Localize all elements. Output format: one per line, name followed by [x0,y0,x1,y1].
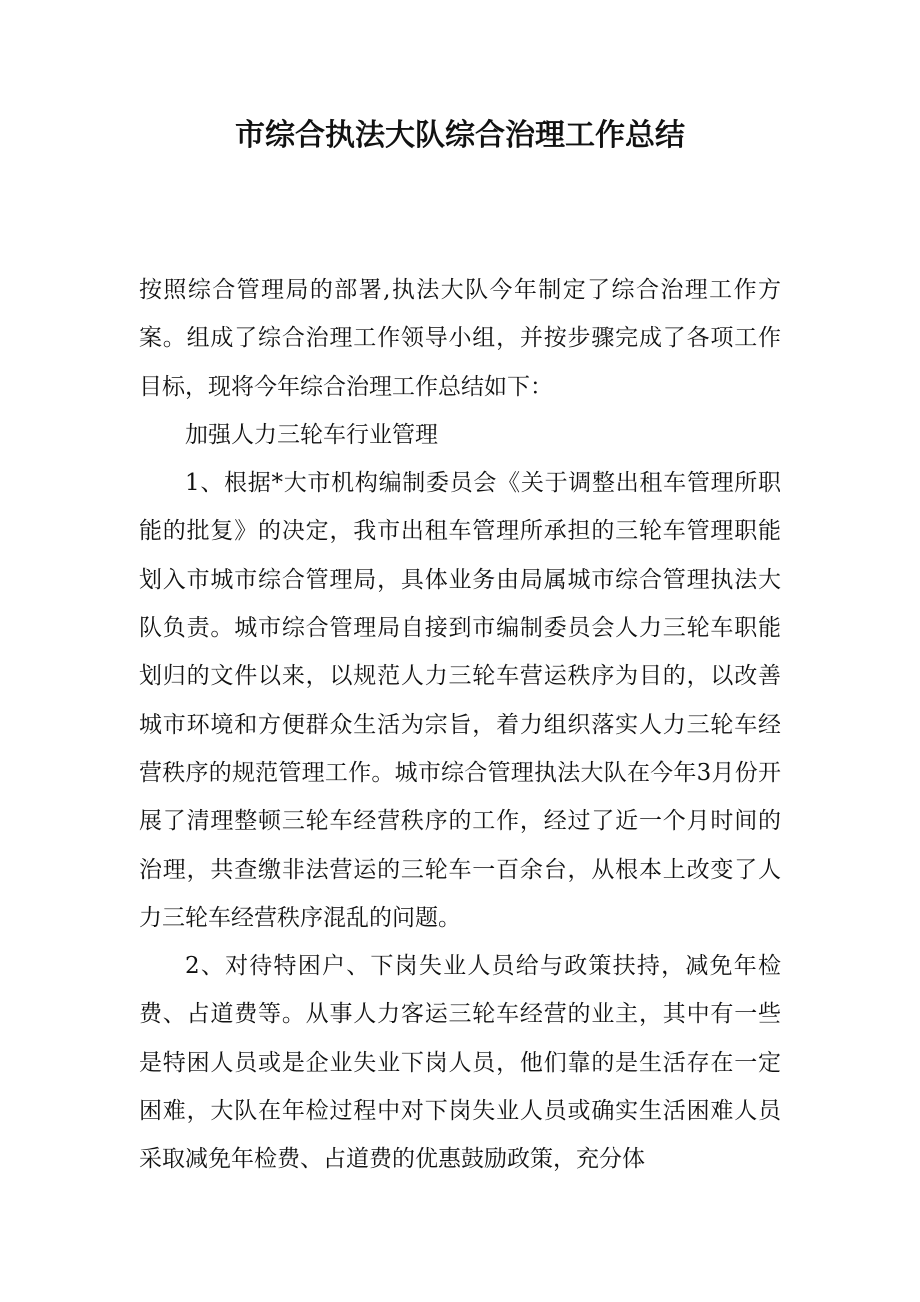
document-body [139,266,781,1184]
document-title: 市综合执法大队综合治理工作总结 [235,118,685,153]
body-paragraph-2: 2、对待特困户、下岗失业人员给与政策扶持，减免年检费、占道费等。从事人力客运三轮车经营的业主，其中有一些是特困人员或是企业失业下岗人员，他们靠的是生活存在一定困难，大队在年检过程中对下岗失业人员或确实生活困难人员采取减免年检费、占道费的优惠鼓励政策，充分体 [139,953,781,1173]
section-heading: 加强人力三轮车行业管理 [185,421,438,448]
body-paragraph-1: 1、根据*大市机构编制委员会《关于调整出租车管理所职能的批复》的决定，我市出租车管理所承担的三轮车管理职能划入市城市综合管理局，具体业务由局属城市综合管理执法大队负责。城市综合管理局自接到市编制委员会人力三轮车职能划归的文件以来，以规范人力三轮车营运秩序为目的，以改善城市环境和方便群众生活为宗旨，着力组织落实人力三轮车经营秩序的规范管理工作。城市综合管理执法大队在今年3月份开展了清理整顿三轮车经营秩序的工作，经过了近一个月时间的治理，共查缴非法营运的三轮车一百余台，从根本上改变了人力三轮车经营秩序混乱的问题。 [139,470,781,931]
intro-paragraph: 按照综合管理局的部署,执法大队今年制定了综合治理工作方案。组成了综合治理工作领导小组，并按步骤完成了各项工作目标，现将今年综合治理工作总结如下： [139,277,781,400]
